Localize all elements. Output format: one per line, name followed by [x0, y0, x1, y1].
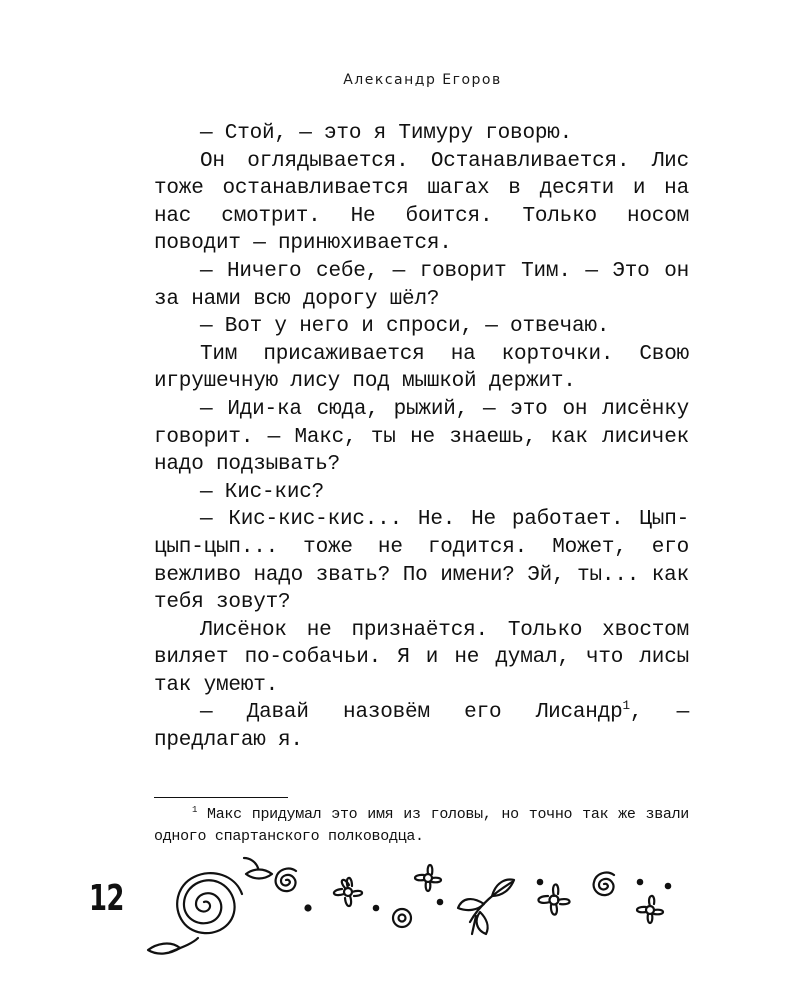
dot-icon — [306, 906, 311, 911]
footnote-text: Макс придумал это имя из головы, но точно так же звали одного спартанского полководца. — [154, 806, 689, 845]
paragraph: Он оглядывается. Останавливается. Лис тоже останавливается шагах в десяти и на нас смотрит. Не боится. Только носом поводит — принюхивается. — [154, 149, 689, 256]
paragraph-text: — Давай назовём его Лисандр — [200, 701, 623, 725]
spiral-icon — [244, 858, 296, 891]
paragraph: — Кис-кис-кис... Не. Не работает. Цып-цып-цып... тоже не годится. Может, его вежливо надо звать? По имени? Эй, ты... как тебя зовут? — [154, 508, 689, 615]
paragraph-text: , — предлагаю я. — [154, 701, 689, 753]
paragraph: — Иди-ка сюда, рыжий, — это он лисёнку говорит. — Макс, ты не знаешь, как лисичек надо подзывать? — [154, 397, 689, 477]
spiral-icon — [594, 873, 614, 896]
spiral-icon — [148, 873, 242, 954]
floral-ornament — [140, 852, 700, 962]
paragraph: Лисёнок не признаётся. Только хвостом виляет по-собачьи. Я и не думал, что лисы так умеют. — [154, 618, 689, 697]
footnote-divider — [154, 797, 288, 798]
flower-icon — [334, 878, 362, 906]
paragraph: — Ничего себе, — говорит Тим. — Это он за нами всю дорогу шёл? — [154, 259, 689, 311]
footnote — [154, 804, 689, 848]
leaf-icon — [458, 880, 514, 934]
paragraph: — Кис-кис? — [200, 480, 325, 504]
main-text — [154, 120, 689, 755]
paragraph: Тим присаживается на корточки. Свою игрушечную лису под мышкой держит. — [154, 342, 689, 394]
page-number: 12 — [89, 878, 124, 919]
paragraph: — Вот у него и спроси, — отвечаю. — [200, 315, 610, 339]
running-header: Александр Егоров — [343, 72, 502, 88]
footnote-marker: 1 — [192, 805, 198, 815]
spiral-icon — [393, 909, 411, 927]
flower-icon — [538, 884, 569, 914]
flower-icon — [415, 865, 441, 891]
footnote-reference[interactable]: 1 — [622, 699, 630, 714]
paragraph-with-footnote-ref — [154, 699, 689, 754]
flower-icon — [637, 896, 663, 923]
paragraph: — Стой, — это я Тимуру говорю. — [200, 122, 573, 145]
